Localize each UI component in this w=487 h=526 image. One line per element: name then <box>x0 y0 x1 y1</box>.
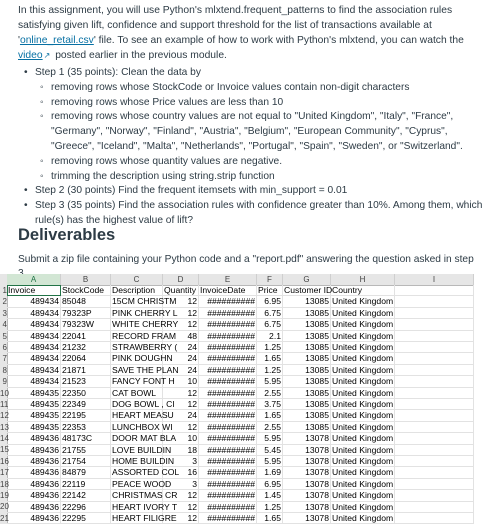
empty-cell[interactable] <box>395 308 474 319</box>
table-cell[interactable]: DOOR MAT BLA <box>112 433 177 444</box>
table-row <box>7 433 474 444</box>
table-cell[interactable]: United Kingdom <box>332 342 394 352</box>
table-cell[interactable]: 489434 <box>7 376 61 387</box>
column-header-b[interactable]: B <box>61 274 111 285</box>
table-cell[interactable]: United Kingdom <box>332 353 394 364</box>
table-cell[interactable]: 13085 <box>283 399 331 410</box>
table-cell[interactable]: HEART FILIGRE <box>112 513 177 523</box>
table-cell[interactable]: 489434 <box>7 342 61 353</box>
table-cell[interactable]: 12 <box>163 513 199 524</box>
table-cell[interactable]: 13085 <box>283 353 331 364</box>
table-cell[interactable]: United Kingdom <box>332 410 394 421</box>
external-link-icon: ↗ <box>43 51 51 60</box>
deliverables-text: Submit a zip file containing your Python code and a "report.pdf" answering the question asked in step <box>18 254 474 265</box>
table-cell[interactable]: 12 <box>163 422 199 433</box>
table-cell[interactable]: United Kingdom <box>332 307 394 318</box>
empty-cell[interactable] <box>395 502 474 513</box>
table-cell[interactable]: United Kingdom <box>332 467 394 478</box>
table-cell[interactable]: 3 <box>163 456 199 467</box>
empty-cell[interactable] <box>395 479 474 490</box>
table-cell[interactable]: ########## <box>199 376 257 387</box>
table-cell[interactable]: 12 <box>163 399 199 410</box>
table-cell[interactable]: 489436 <box>7 456 61 467</box>
step-3: • Step 3 (35 points) Find the association rules with confidence greater than 10%. Among them, which rule(s) has the highest value of lift? <box>35 199 487 229</box>
table-cell[interactable]: 22064 <box>61 353 111 364</box>
empty-cell[interactable] <box>395 376 474 387</box>
step-1-item: ◦ removing rows whose StockCode or Invoice values contain non-digit characters <box>51 81 487 96</box>
row-number[interactable]: 5 <box>2 331 7 341</box>
table-cell[interactable]: 1.25 <box>257 342 283 353</box>
table-cell[interactable]: CAT BOWL <box>111 388 163 399</box>
row-number[interactable]: 19 <box>0 491 9 501</box>
table-cell[interactable]: 10 <box>163 433 199 444</box>
table-cell[interactable]: ########## <box>199 479 257 490</box>
row-number[interactable]: 12 <box>0 411 9 421</box>
table-cell[interactable]: ########## <box>199 319 257 330</box>
table-cell[interactable]: United Kingdom <box>332 399 394 409</box>
table-cell[interactable]: RECORD FRAM <box>112 330 176 341</box>
table-cell[interactable]: 489434 <box>7 365 61 376</box>
table-cell[interactable]: 22295 <box>61 513 111 524</box>
table-cell[interactable]: 84879 <box>61 467 111 478</box>
table-cell[interactable]: 21871 <box>61 365 111 376</box>
empty-cell[interactable] <box>395 353 474 364</box>
table-cell[interactable]: ########## <box>199 365 257 376</box>
row-number[interactable]: 18 <box>0 479 9 489</box>
table-cell[interactable]: 3.75 <box>257 399 283 410</box>
column-title-cell[interactable]: Quantity <box>163 285 199 296</box>
table-cell[interactable]: LOVE BUILDIN <box>112 444 172 455</box>
table-cell[interactable]: 16 <box>163 467 199 478</box>
table-row <box>7 331 474 342</box>
table-cell[interactable]: United Kingdom <box>332 444 394 455</box>
table-row <box>7 445 474 456</box>
table-cell[interactable]: 489436 <box>7 513 61 524</box>
empty-cell[interactable] <box>395 490 474 501</box>
table-cell[interactable]: 22349 <box>61 399 111 410</box>
table-cell[interactable]: STRAWBERRY ( <box>112 342 178 352</box>
table-cell[interactable]: ########## <box>199 410 257 421</box>
row-number[interactable]: 2 <box>2 297 7 307</box>
row-number[interactable]: 17 <box>0 468 9 478</box>
empty-cell[interactable] <box>395 331 474 342</box>
table-cell[interactable]: 1.65 <box>257 513 283 524</box>
table-cell[interactable]: 18 <box>163 445 199 456</box>
table-cell[interactable]: PEACE WOOD <box>112 478 172 489</box>
table-cell[interactable]: 13085 <box>283 308 331 319</box>
empty-cell[interactable] <box>395 319 474 330</box>
deliverables-heading: Deliverables <box>18 226 116 244</box>
table-cell[interactable]: 24 <box>163 353 199 364</box>
table-cell[interactable]: 12 <box>163 502 199 513</box>
table-row <box>7 365 474 376</box>
row-number[interactable]: 7 <box>2 354 7 364</box>
table-cell[interactable]: 13085 <box>283 342 331 353</box>
table-cell[interactable]: United Kingdom <box>332 456 394 466</box>
table-cell[interactable]: 489434 <box>7 308 61 319</box>
table-cell[interactable]: ########## <box>199 342 257 353</box>
empty-cell[interactable] <box>395 422 474 433</box>
table-row <box>7 513 474 524</box>
table-row <box>7 479 474 490</box>
spreadsheet <box>0 274 474 526</box>
step-2: • Step 2 (30 points) Find the frequent itemsets with min_support = 0.01 <box>35 184 487 199</box>
table-cell[interactable]: United Kingdom <box>332 478 394 489</box>
table-cell[interactable]: 85048 <box>61 296 111 307</box>
column-header-f[interactable]: F <box>257 274 283 285</box>
table-row <box>7 490 474 501</box>
table-cell[interactable]: ########## <box>199 456 257 467</box>
table-cell[interactable]: 489434 <box>7 296 61 307</box>
empty-cell[interactable] <box>395 296 474 307</box>
table-cell[interactable]: 1.65 <box>257 410 283 421</box>
table-cell[interactable]: 2.1 <box>257 331 283 342</box>
table-row <box>7 296 474 307</box>
table-cell[interactable]: 13078 <box>283 502 331 513</box>
table-cell[interactable]: 12 <box>163 296 199 307</box>
table-cell[interactable]: HEART MEASU <box>112 410 174 421</box>
table-cell[interactable]: 13085 <box>283 410 331 421</box>
row-number[interactable]: 3 <box>2 308 7 318</box>
table-cell[interactable]: ########## <box>199 388 257 399</box>
online-retail-link[interactable]: online_retail.csv <box>19 35 94 46</box>
table-cell[interactable]: ########## <box>199 308 257 319</box>
column-title-cell[interactable]: StockCode <box>61 285 111 296</box>
empty-cell[interactable] <box>395 388 474 399</box>
table-cell[interactable]: 13085 <box>283 365 331 376</box>
row-number[interactable]: 14 <box>0 434 9 444</box>
video-link[interactable]: video <box>18 50 43 61</box>
table-cell[interactable]: ASSORTED COL <box>112 467 180 478</box>
table-cell[interactable]: 1.69 <box>257 467 283 478</box>
table-cell[interactable]: 13085 <box>283 422 331 433</box>
table-cell[interactable]: 1.45 <box>257 490 283 501</box>
table-cell[interactable]: 3 <box>163 479 199 490</box>
table-cell[interactable]: United Kingdom <box>332 490 394 501</box>
column-header-d[interactable]: D <box>163 274 199 285</box>
table-row <box>7 410 474 421</box>
table-row <box>7 467 474 478</box>
table-cell[interactable]: LUNCHBOX WI <box>112 421 173 432</box>
table-cell[interactable]: United Kingdom <box>332 319 394 330</box>
empty-cell[interactable] <box>395 399 474 410</box>
table-cell[interactable]: 24 <box>163 410 199 421</box>
table-cell[interactable]: ########## <box>199 502 257 513</box>
table-cell[interactable]: 6.75 <box>257 308 283 319</box>
table-cell[interactable]: ########## <box>199 353 257 364</box>
table-cell[interactable]: ########## <box>199 422 257 433</box>
table-row <box>7 376 474 387</box>
column-header-g[interactable]: G <box>283 274 331 285</box>
row-number[interactable]: 9 <box>2 377 7 387</box>
empty-cell[interactable] <box>395 342 474 353</box>
empty-cell[interactable] <box>395 467 474 478</box>
table-cell[interactable]: United Kingdom <box>332 433 394 444</box>
table-cell[interactable]: 22142 <box>61 490 111 501</box>
table-row <box>7 502 474 513</box>
table-cell[interactable]: ########## <box>199 513 257 524</box>
table-cell[interactable]: 13078 <box>283 433 331 444</box>
row-number[interactable]: 15 <box>0 445 9 455</box>
table-cell[interactable]: 5.95 <box>257 456 283 467</box>
table-cell[interactable]: 22350 <box>61 388 111 399</box>
table-cell[interactable]: 22119 <box>61 479 111 490</box>
table-cell[interactable]: 79323W <box>61 319 111 330</box>
table-cell[interactable]: 489436 <box>7 433 61 444</box>
row-number[interactable]: 13 <box>0 422 9 432</box>
table-cell[interactable]: ########## <box>199 399 257 410</box>
table-cell[interactable]: 5.95 <box>257 433 283 444</box>
table-cell[interactable]: 15CM CHRISTM <box>112 296 177 307</box>
table-cell[interactable]: 489434 <box>7 353 61 364</box>
table-cell[interactable]: 489436 <box>7 502 61 513</box>
table-cell[interactable]: 12 <box>163 319 199 330</box>
column-title-cell[interactable]: Price <box>257 285 283 296</box>
table-row <box>7 422 474 433</box>
table-cell[interactable]: 13078 <box>283 479 331 490</box>
table-cell[interactable]: ########## <box>199 490 257 501</box>
table-row <box>7 388 474 399</box>
table-cell[interactable]: United Kingdom <box>332 364 394 375</box>
row-number[interactable]: 4 <box>2 320 7 330</box>
table-cell[interactable]: 48173C <box>61 433 111 444</box>
table-cell[interactable]: 489434 <box>7 331 61 342</box>
table-cell[interactable]: ########## <box>199 445 257 456</box>
table-cell[interactable]: 48 <box>163 331 199 342</box>
intro-paragraph <box>18 3 470 63</box>
table-cell[interactable]: 12 <box>163 388 199 399</box>
table-cell[interactable]: 6.75 <box>257 319 283 330</box>
table-cell[interactable]: 10 <box>163 376 199 387</box>
column-title-cell[interactable]: Invoice <box>7 285 61 296</box>
table-cell[interactable]: 2.55 <box>257 388 283 399</box>
table-cell[interactable]: CHRISTMAS CR <box>112 490 178 501</box>
table-cell[interactable]: 79323P <box>61 308 111 319</box>
table-cell[interactable]: 13085 <box>283 331 331 342</box>
table-cell[interactable]: 489434 <box>7 319 61 330</box>
row-number[interactable]: 11 <box>0 399 9 409</box>
row-number[interactable]: 16 <box>0 456 9 466</box>
table-cell[interactable]: 13078 <box>283 467 331 478</box>
row-number[interactable]: 20 <box>0 502 9 512</box>
empty-cell[interactable] <box>395 410 474 421</box>
row-number[interactable]: 10 <box>0 388 9 398</box>
step-1-sublist <box>35 81 487 185</box>
table-cell[interactable]: 6.95 <box>257 479 283 490</box>
table-cell[interactable]: 22041 <box>61 331 111 342</box>
table-row <box>7 353 474 364</box>
intro-text-3: posted earlier in the previous module. <box>52 50 227 61</box>
table-cell[interactable]: 489435 <box>7 422 61 433</box>
table-cell[interactable]: 489436 <box>7 479 61 490</box>
empty-cell[interactable] <box>395 456 474 467</box>
column-title-cell[interactable]: Description <box>111 285 163 296</box>
table-cell[interactable]: 489436 <box>7 467 61 478</box>
table-cell[interactable]: United Kingdom <box>332 501 394 512</box>
table-cell[interactable]: ########## <box>199 467 257 478</box>
table-cell[interactable]: 21754 <box>61 456 111 467</box>
table-cell[interactable]: 24 <box>163 342 199 353</box>
table-cell[interactable]: 1.25 <box>257 365 283 376</box>
table-cell[interactable]: 13078 <box>283 445 331 456</box>
empty-cell[interactable] <box>395 513 474 524</box>
header-row <box>7 285 474 296</box>
row-number[interactable]: 1 <box>2 286 7 295</box>
table-cell[interactable]: SAVE THE PLAN <box>112 364 179 375</box>
table-cell[interactable]: DOG BOWL , CI <box>112 399 175 409</box>
table-cell[interactable]: 13078 <box>283 456 331 467</box>
table-cell[interactable]: PINK DOUGHN <box>112 353 173 364</box>
column-title-cell[interactable]: Customer ID <box>284 285 333 295</box>
table-row <box>7 342 474 353</box>
table-cell[interactable]: 1.65 <box>257 353 283 364</box>
table-cell[interactable]: 1.25 <box>257 502 283 513</box>
table-cell[interactable]: 21523 <box>61 376 111 387</box>
table-cell[interactable]: PINK CHERRY L <box>112 307 178 318</box>
step-1 <box>35 66 487 184</box>
row-number[interactable]: 6 <box>2 342 7 352</box>
table-cell[interactable]: 489436 <box>7 445 61 456</box>
steps-list <box>18 66 487 229</box>
table-row <box>7 399 474 410</box>
table-cell[interactable]: 2.55 <box>257 422 283 433</box>
table-row <box>7 456 474 467</box>
row-number[interactable]: 8 <box>2 365 7 375</box>
table-cell[interactable]: 5.95 <box>257 376 283 387</box>
table-cell[interactable]: HOME BUILDIN <box>112 456 175 466</box>
table-cell[interactable]: 13085 <box>283 319 331 330</box>
table-cell[interactable]: 489435 <box>7 388 61 399</box>
column-header-h[interactable]: H <box>331 274 395 285</box>
table-cell[interactable]: FANCY FONT H <box>112 376 175 387</box>
row-number[interactable]: 21 <box>0 513 9 523</box>
empty-cell[interactable] <box>395 285 474 296</box>
column-header-e[interactable]: E <box>199 274 257 285</box>
table-cell[interactable]: 13085 <box>283 388 331 399</box>
step-1-label: Step 1 (35 points): Clean the data by <box>35 67 201 78</box>
table-row <box>7 308 474 319</box>
table-cell[interactable]: 21755 <box>61 445 111 456</box>
empty-cell[interactable] <box>395 433 474 444</box>
table-cell[interactable]: 489435 <box>7 399 61 410</box>
table-cell[interactable]: ########## <box>199 331 257 342</box>
column-header-a[interactable]: A <box>7 274 61 285</box>
table-cell[interactable]: 22195 <box>61 410 111 421</box>
column-title-cell[interactable]: Country <box>331 285 395 296</box>
intro-text-2: ' file. To see an example of how to work with Python's mlxtend, you can watch the <box>93 35 464 46</box>
table-cell[interactable]: ########## <box>199 433 257 444</box>
table-cell[interactable]: 489435 <box>7 410 61 421</box>
table-cell[interactable]: United Kingdom <box>332 387 394 398</box>
step-1-item: ◦ trimming the description using string.strip function <box>51 170 487 185</box>
table-cell[interactable]: United Kingdom <box>332 513 394 523</box>
table-cell[interactable]: 13078 <box>283 490 331 501</box>
table-cell[interactable]: 21232 <box>61 342 111 353</box>
table-cell[interactable]: ########## <box>199 296 257 307</box>
table-cell[interactable]: 12 <box>163 308 199 319</box>
table-cell[interactable]: 22296 <box>61 502 111 513</box>
table-cell[interactable]: 13078 <box>283 513 331 524</box>
intro-text-1: In this assignment, you will use Python's mlxtend.frequent_patterns to find the association rules satisfying given lift, confidence and support threshold for the list of transactions available at ' <box>18 5 453 46</box>
table-cell[interactable]: 13085 <box>283 296 331 307</box>
table-cell[interactable]: United Kingdom <box>332 421 394 432</box>
table-cell[interactable]: 13085 <box>283 376 331 387</box>
table-row <box>7 319 474 330</box>
table-cell[interactable]: 22353 <box>61 422 111 433</box>
table-cell[interactable]: 12 <box>163 490 199 501</box>
empty-cell[interactable] <box>395 365 474 376</box>
table-cell[interactable]: United Kingdom <box>332 296 394 307</box>
step-1-item: ◦ removing rows whose country values are not equal to "United Kingdom", "Italy", "France", "Germany", "Norway", "Finland", "Austria", "Belgium", "European Community", "Cyprus", "Greece", "Iceland", "Malta", "Netherlands", "Portugal", "Spain", "Sweden", or "Switzerland". <box>51 110 487 154</box>
column-title-cell[interactable]: InvoiceDate <box>199 285 257 296</box>
table-cell[interactable]: 5.45 <box>257 445 283 456</box>
table-cell[interactable]: HEART IVORY T <box>112 501 178 512</box>
table-cell[interactable]: 6.95 <box>257 296 283 307</box>
table-cell[interactable]: United Kingdom <box>332 376 394 387</box>
table-cell[interactable]: WHITE CHERRY <box>112 319 179 330</box>
table-cell[interactable]: 24 <box>163 365 199 376</box>
empty-cell[interactable] <box>395 445 474 456</box>
column-header-i[interactable]: I <box>395 274 474 285</box>
table-cell[interactable]: 489436 <box>7 490 61 501</box>
table-cell[interactable]: United Kingdom <box>332 330 394 341</box>
column-header-c[interactable]: C <box>111 274 163 285</box>
step-1-item: ◦ removing rows whose quantity values are negative. <box>51 155 487 170</box>
step-1-item: ◦ removing rows whose Price values are less than 10 <box>51 96 487 111</box>
